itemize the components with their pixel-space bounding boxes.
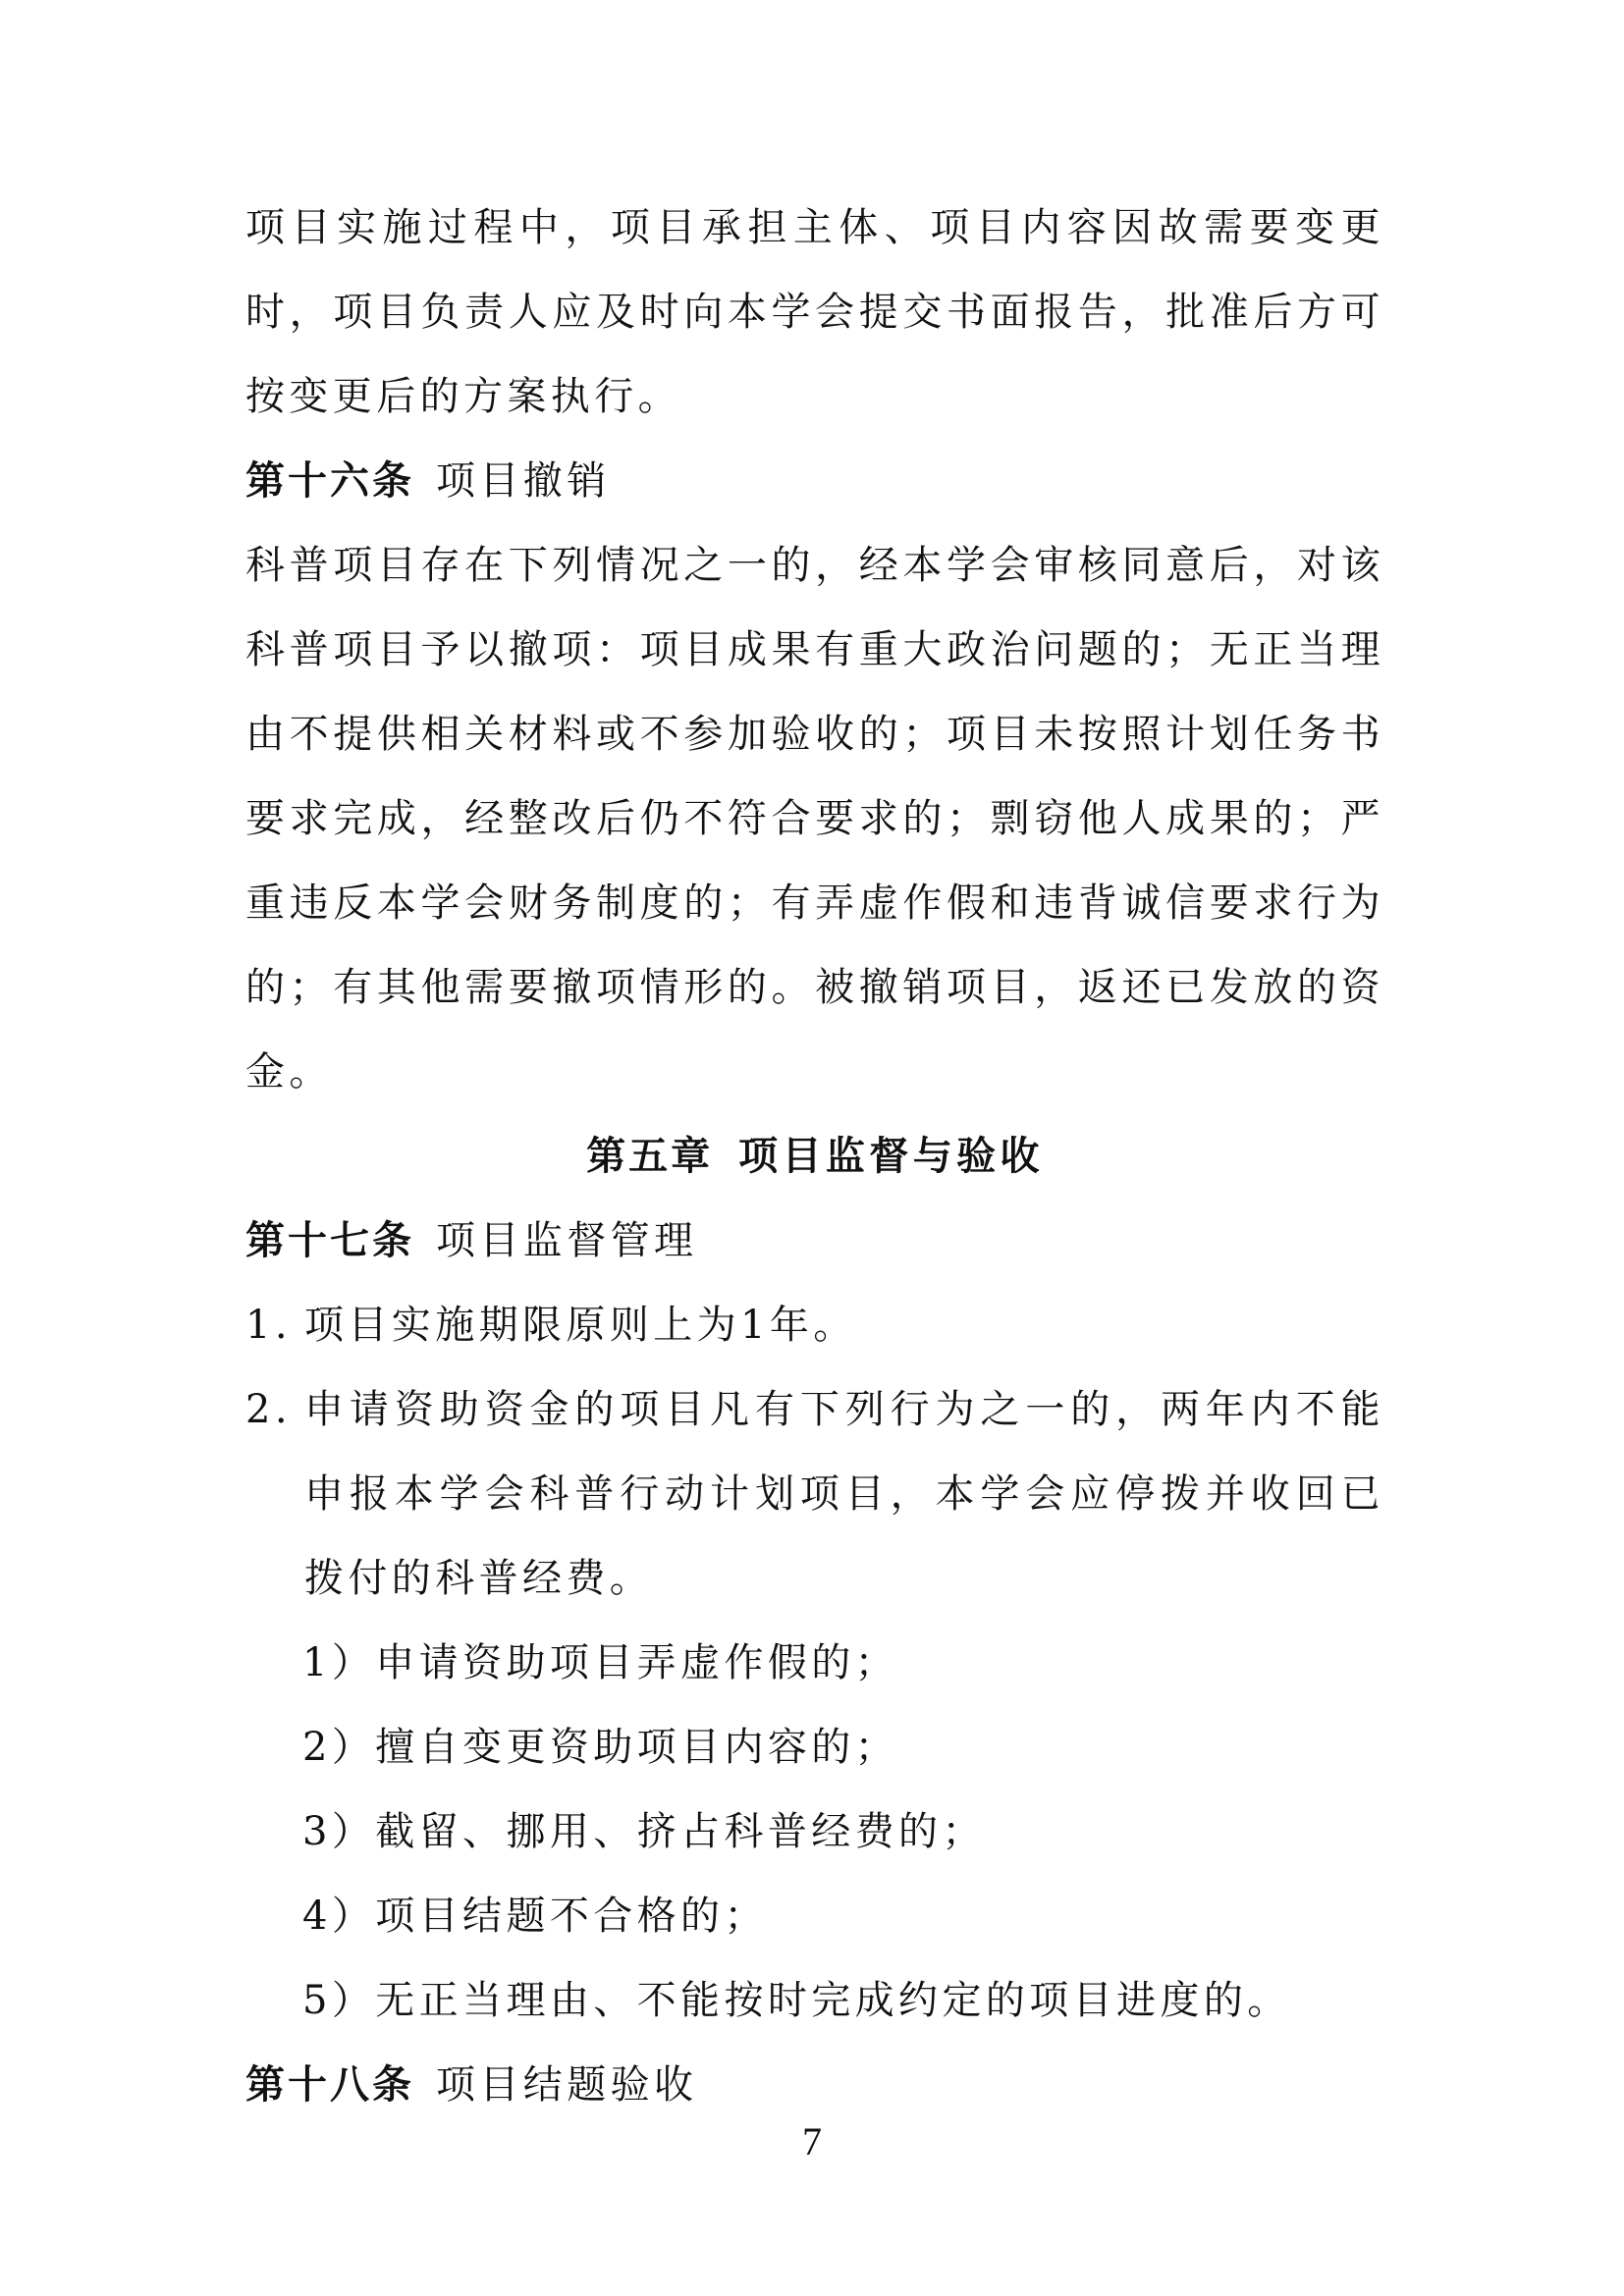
list-item-number: 1. (245, 1303, 292, 1348)
paragraph-project-revocation: 科普项目存在下列情况之一的，经本学会审核同意后，对该科普项目予以撤项：项目成果有重大政治问题的；无正当理由不提供相关材料或不参加验收的；项目未按照计划任务书要求完成，经整改后仍不符合要求的；剽窃他人成果的；严重违反本学会财务制度的；有弄虚作假和违背诚信要求行为的；有其他需要撤项情形的。被撤销项目，返还已发放的资金。 (245, 543, 1384, 1095)
sub-item: 4）项目结题不合格的； (302, 1894, 768, 1939)
chapter-5-heading (245, 1114, 1384, 1199)
list-item (245, 1283, 1384, 1367)
paragraph-project-change: 项目实施过程中，项目承担主体、项目内容因故需要变更时，项目负责人应及时向本学会提交书面报告，批准后方可按变更后的方案执行。 (245, 205, 1384, 419)
article-16-title: 项目撤销 (436, 458, 611, 504)
list-item-text: 申请资助资金的项目凡有下列行为之一的，两年内不能申报本学会科普行动计划项目，本学会应停拨并收回已拨付的科普经费。 (304, 1387, 1384, 1601)
article-17-title: 项目监督管理 (436, 1218, 698, 1263)
article-18-label: 第十八条 (245, 2062, 414, 2108)
article-18-title: 项目结题验收 (436, 2062, 698, 2108)
article-16-heading (245, 439, 1384, 523)
list-item (245, 1367, 1384, 1621)
sub-item: 3）截留、挪用、挤占科普经费的； (302, 1809, 986, 1854)
list-item-number: 2. (245, 1387, 292, 1432)
article-17-heading (245, 1199, 1384, 1283)
page-number: 7 (802, 2119, 822, 2163)
sub-item: 2）擅自变更资助项目内容的； (302, 1725, 899, 1770)
article-17-label: 第十七条 (245, 1218, 414, 1263)
sub-item: 5）无正当理由、不能按时完成约定的项目进度的。 (302, 1978, 1291, 2023)
sub-item: 1）申请资助项目弄虚作假的； (302, 1640, 899, 1685)
chapter-5-title: 项目监督与验收 (738, 1134, 1044, 1179)
chapter-5-label: 第五章 (586, 1134, 714, 1179)
article-16-label: 第十六条 (245, 458, 414, 504)
list-item-text: 项目实施期限原则上为1年。 (304, 1303, 857, 1348)
